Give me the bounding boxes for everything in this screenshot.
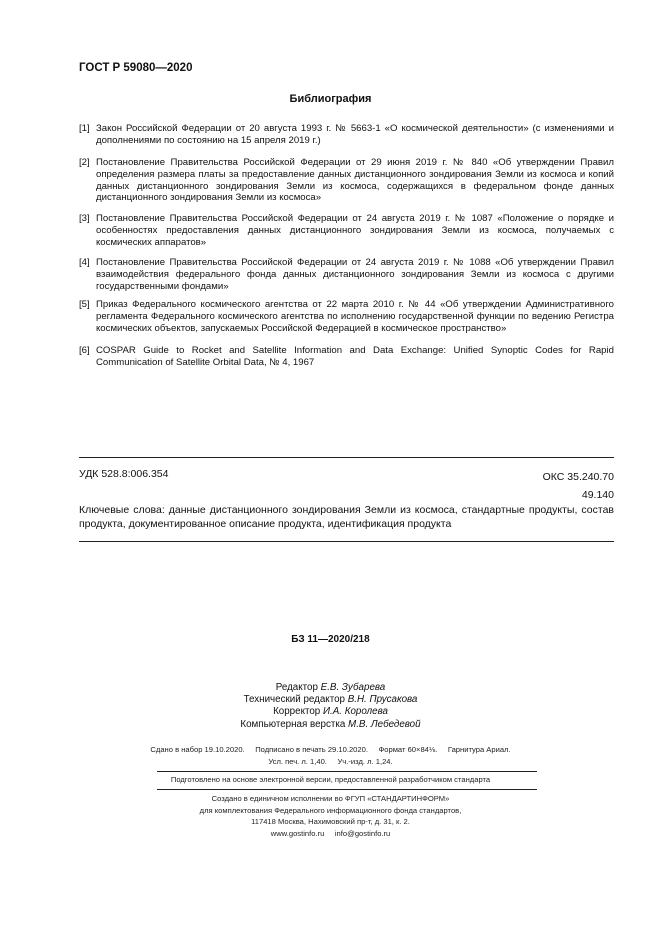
bz-number: БЗ 11—2020/218: [291, 634, 370, 645]
ref-text: Постановление Правительства Российской Федерации от 24 августа 2019 г. № 1088 «Об утверждении Правил взаимодействия федерального фонда данных дистанционного зондирования Земли из космоса с другими государственными фондами»: [96, 257, 614, 292]
created-info: [0, 793, 661, 839]
ref-number: [1]: [79, 123, 90, 134]
imprint-divider-1: [157, 771, 537, 772]
ref-number: [2]: [79, 157, 90, 168]
oks-code: [543, 468, 614, 504]
oks-line-1: ОКС 35.240.70: [542, 471, 614, 483]
created-line: для комплектования Федерального информационного фонда стандартов,: [199, 805, 462, 815]
bibliography-title: Библиография: [289, 93, 372, 105]
ref-text: Закон Российской Федерации от 20 августа 1993 г. № 5663-1 «О космической деятельности» (с изменениями и дополнениями по состоянию на 15 апреля 2019 г.): [96, 123, 614, 146]
print-line-2: Усл. печ. л. 1,40. Уч.-изд. л. 1,24.: [268, 757, 393, 766]
oks-line-2: 49.140: [581, 489, 614, 501]
editors-block: [0, 682, 661, 731]
divider-bottom: [79, 541, 614, 542]
divider-top: [79, 457, 614, 458]
created-line-contacts: www.gostinfo.ru info@gostinfo.ru: [270, 828, 391, 838]
keywords: Ключевые слова: данные дистанционного зондирования Земли из космоса, стандартные продукты, состав продукта, документированное описание продукта, идентификация продукта: [79, 504, 614, 530]
ref-text: Постановление Правительства Российской Федерации от 24 августа 2019 г. № 1087 «Положение о порядке и особенностях предоставления данных дистанционного зондирования Земли из космоса, получаемых с космических аппаратов»: [96, 213, 614, 248]
ref-number: [3]: [79, 213, 90, 224]
imprint-divider-2: [157, 789, 537, 790]
bibliography-item: [79, 123, 614, 147]
ref-text: Приказ Федерального космического агентства от 22 марта 2010 г. № 44 «Об утверждении Административного регламента Федерального космического агентства по исполнению государственной функции по ведению Регистра космических объектов, запускаемых Российской Федерацией в космическое пространство»: [96, 299, 614, 334]
ref-text: Постановление Правительства Российской Федерации от 29 июня 2019 г. № 840 «Об утверждении Правил определения размера платы за предоставление данных дистанционного зондирования Земли из космоса и копий данных дистанционного зондирования Земли из космоса, содержащихся в федеральном фонде данных дистанционного зондирования Земли из космоса»: [96, 157, 614, 204]
print-info: [0, 744, 661, 768]
created-line: Создано в единичном исполнении во ФГУП «СТАНДАРТИНФОРМ»: [211, 794, 450, 803]
prepared-note: Подготовлено на основе электронной версии, предоставленной разработчиком стандарта: [170, 775, 491, 784]
ref-number: [6]: [79, 345, 90, 356]
bibliography-item: [79, 345, 614, 369]
created-line: 117418 Москва, Нахимовский пр-т, д. 31, к. 2.: [251, 817, 410, 826]
bibliography-item: [79, 299, 614, 334]
print-line-1: Сдано в набор 19.10.2020. Подписано в печать 29.10.2020. Формат 60×84⅛. Гарнитура Ариал.: [150, 745, 511, 754]
bibliography-item: [79, 257, 614, 292]
editor-line: Корректор И.А. Королева: [273, 706, 388, 718]
ref-number: [4]: [79, 257, 90, 268]
ref-text: COSPAR Guide to Rocket and Satellite Information and Data Exchange: Unified Synoptic Codes for Rapid Communication of Satellite Orbital Data, № 4, 1967: [96, 345, 614, 368]
udk-code: УДК 528.8:006.354: [79, 468, 169, 480]
editor-line: Редактор Е.В. Зубарева: [275, 682, 386, 693]
bibliography-item: [79, 213, 614, 248]
editor-line: Компьютерная верстка М.В. Лебедевой: [240, 718, 421, 730]
bibliography-item: [79, 157, 614, 204]
standard-id: ГОСТ Р 59080—2020: [79, 62, 193, 74]
ref-number: [5]: [79, 299, 90, 310]
editor-line: Технический редактор В.Н. Прусакова: [243, 694, 418, 706]
